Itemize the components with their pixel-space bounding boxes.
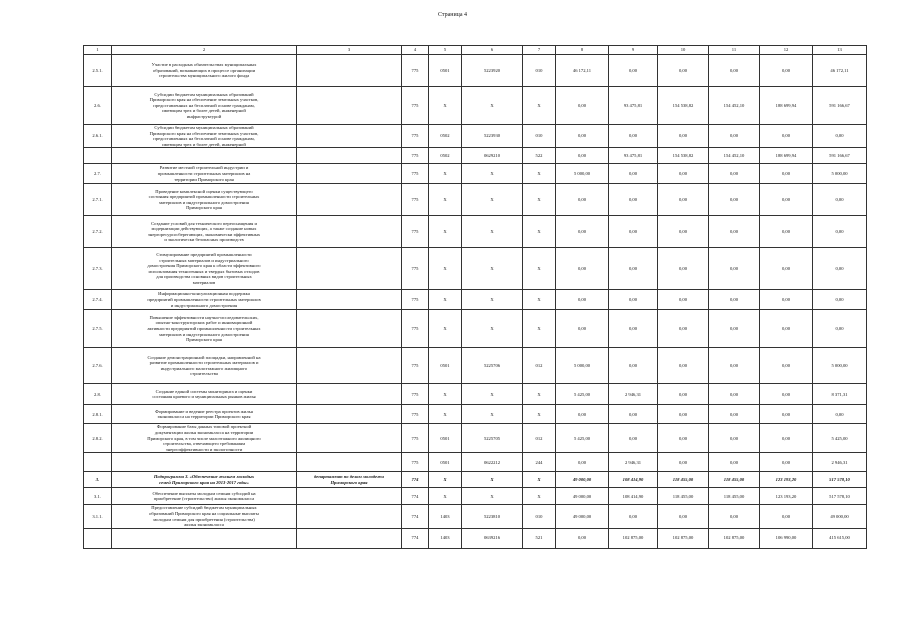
description-cell: Субсидии бюджетам муниципальных образований Приморского края на обеспечение земельных участков, предоставленных на бесплатной основе гражданам, имеющим трех и более детей, инженерной: [112, 125, 297, 148]
amount-2014-cell: 0,00: [609, 424, 658, 453]
grbs-code-cell: 775: [402, 148, 429, 164]
row-number-cell: [84, 148, 112, 164]
amount-2015-cell: 0,00: [658, 348, 709, 384]
grbs-code-cell: 774: [402, 488, 429, 505]
section-code-cell: X: [429, 87, 462, 125]
row-number-cell: 2.8.1.: [84, 405, 112, 424]
column-number: 7: [523, 46, 556, 55]
description-cell: [112, 148, 297, 164]
amount-2014-cell: 0,00: [609, 290, 658, 310]
expense-type-cell: X: [523, 384, 556, 405]
target-code-cell: 5223810: [462, 505, 523, 528]
amount-2013-cell: 0,00: [556, 248, 609, 290]
table-row: [84, 290, 867, 310]
row-number-cell: 2.6.1.: [84, 125, 112, 148]
expense-type-cell: 522: [523, 148, 556, 164]
amount-2015-cell: 154 538,82: [658, 148, 709, 164]
description-cell: Информационно-консультационная поддержка предприятий промышленности строительных материалов и индустриального домостроения: [112, 290, 297, 310]
amount-2016-cell: 0,00: [709, 505, 760, 528]
amount-2014-cell: 0,00: [609, 310, 658, 348]
amount-2014-cell: 0,00: [609, 55, 658, 87]
expense-type-cell: X: [523, 164, 556, 184]
amount-2016-cell: 154 452,10: [709, 87, 760, 125]
amount-2015-cell: 0,00: [658, 310, 709, 348]
amount-2016-cell: 0,00: [709, 125, 760, 148]
grbs-code-cell: 775: [402, 405, 429, 424]
section-code-cell: X: [429, 472, 462, 488]
amount-2017-cell: 0,00: [760, 505, 813, 528]
grbs-code-cell: 775: [402, 216, 429, 248]
amount-2015-cell: 0,00: [658, 216, 709, 248]
section-code-cell: 0501: [429, 55, 462, 87]
executor-cell: [297, 528, 402, 548]
amount-2015-cell: 0,00: [658, 424, 709, 453]
description-cell: Участие в расходных обязательствах муниципальных образований, возникающих в процессе организации строительства муниципального жилого фонда: [112, 55, 297, 87]
column-number: 1: [84, 46, 112, 55]
target-code-cell: 5225705: [462, 424, 523, 453]
grbs-code-cell: 775: [402, 310, 429, 348]
amount-2016-cell: 102 875,00: [709, 528, 760, 548]
amount-2017-cell: 0,00: [760, 164, 813, 184]
row-number-cell: 2.8.: [84, 384, 112, 405]
target-code-cell: X: [462, 488, 523, 505]
amount-2013-cell: 5 425,00: [556, 424, 609, 453]
column-number-row: [84, 46, 867, 55]
table-row: [84, 148, 867, 164]
table-row: [84, 453, 867, 472]
section-code-cell: X: [429, 216, 462, 248]
executor-cell: [297, 290, 402, 310]
executor-cell: [297, 405, 402, 424]
row-number-cell: 2.7.2.: [84, 216, 112, 248]
amount-total-cell: 0,00: [813, 248, 867, 290]
target-code-cell: 5223920: [462, 55, 523, 87]
column-number: 2: [112, 46, 297, 55]
amount-2016-cell: 118 455,00: [709, 488, 760, 505]
description-cell: Стимулирование предприятий промышленности строительных материалов и индустриального домостроения Приморского края к области эффективного использования техногенных и твердых бытовых отходов для производства основных видов строительных материалов: [112, 248, 297, 290]
amount-2017-cell: 0,00: [760, 310, 813, 348]
amount-2017-cell: 188 699,94: [760, 87, 813, 125]
description-cell: Подпрограмма 3. «Обеспечение жильем молодых семей Приморского края на 2013-2017 годы»: [112, 472, 297, 488]
amount-2014-cell: 2 946,31: [609, 453, 658, 472]
section-code-cell: 1403: [429, 505, 462, 528]
amount-2014-cell: 0,00: [609, 125, 658, 148]
row-number-cell: 3.1.1.: [84, 505, 112, 528]
description-cell: Создание единой системы мониторинга и оценки состояния краевого и муниципальных рынков жилья: [112, 384, 297, 405]
row-number-cell: 2.8.2.: [84, 424, 112, 453]
amount-2014-cell: 0,00: [609, 164, 658, 184]
amount-2016-cell: 0,00: [709, 248, 760, 290]
section-code-cell: 0502: [429, 125, 462, 148]
expense-type-cell: X: [523, 472, 556, 488]
section-code-cell: 0501: [429, 348, 462, 384]
table-row: [84, 184, 867, 216]
executor-cell: [297, 310, 402, 348]
amount-total-cell: 0,00: [813, 310, 867, 348]
row-number-cell: 2.5.1.: [84, 55, 112, 87]
amount-2015-cell: 0,00: [658, 55, 709, 87]
amount-2014-cell: 0,00: [609, 348, 658, 384]
expense-type-cell: X: [523, 290, 556, 310]
page-number-label: Страница 4: [437, 12, 468, 18]
table-row: [84, 405, 867, 424]
grbs-code-cell: 775: [402, 164, 429, 184]
row-number-cell: 2.7.3.: [84, 248, 112, 290]
section-code-cell: X: [429, 184, 462, 216]
target-code-cell: X: [462, 248, 523, 290]
amount-2013-cell: 0,00: [556, 310, 609, 348]
expense-type-cell: X: [523, 488, 556, 505]
table-row: [84, 55, 867, 87]
expense-type-cell: 012: [523, 348, 556, 384]
table-row: [84, 505, 867, 528]
grbs-code-cell: 774: [402, 472, 429, 488]
column-number: 12: [760, 46, 813, 55]
grbs-code-cell: 775: [402, 453, 429, 472]
amount-2015-cell: 118 455,00: [658, 488, 709, 505]
table-row: [84, 164, 867, 184]
amount-2014-cell: 108 414,90: [609, 488, 658, 505]
amount-2013-cell: 0,00: [556, 87, 609, 125]
amount-2016-cell: 0,00: [709, 164, 760, 184]
target-code-cell: 5225706: [462, 348, 523, 384]
amount-2016-cell: 0,00: [709, 384, 760, 405]
amount-2017-cell: 0,00: [760, 424, 813, 453]
section-code-cell: X: [429, 405, 462, 424]
amount-2015-cell: 0,00: [658, 505, 709, 528]
amount-2016-cell: 0,00: [709, 216, 760, 248]
amount-2015-cell: 102 875,00: [658, 528, 709, 548]
amount-2013-cell: 5 000,00: [556, 348, 609, 384]
amount-2015-cell: 0,00: [658, 384, 709, 405]
amount-total-cell: 591 166,67: [813, 87, 867, 125]
amount-2017-cell: 123 193,20: [760, 472, 813, 488]
amount-total-cell: 8 371,31: [813, 384, 867, 405]
row-number-cell: 2.7.5.: [84, 310, 112, 348]
budget-table: [83, 45, 867, 549]
table-row: [84, 488, 867, 505]
amount-total-cell: 591 166,67: [813, 148, 867, 164]
amount-2015-cell: 0,00: [658, 405, 709, 424]
grbs-code-cell: 775: [402, 87, 429, 125]
amount-2016-cell: 0,00: [709, 348, 760, 384]
column-number: 4: [402, 46, 429, 55]
target-code-cell: X: [462, 310, 523, 348]
column-number: 11: [709, 46, 760, 55]
amount-2016-cell: 0,00: [709, 453, 760, 472]
expense-type-cell: 010: [523, 125, 556, 148]
description-cell: Субсидии бюджетам муниципальных образований Приморского края на обеспечение земельных участков, предоставленных на бесплатной основе гражданам, имеющим трех и более детей, инженерной инфраструктурой: [112, 87, 297, 125]
description-cell: Обеспечение выплаты молодым семьям субсидий на приобретение (строительство) жилья экономкласса: [112, 488, 297, 505]
amount-2013-cell: 49 000,00: [556, 505, 609, 528]
amount-2014-cell: 0,00: [609, 505, 658, 528]
grbs-code-cell: 775: [402, 348, 429, 384]
table-row: [84, 384, 867, 405]
description-cell: Предоставление субсидий бюджетам муниципальных образований Приморского края на социальные выплаты молодым семьям для приобретения (строительства) жилья экономкласса: [112, 505, 297, 528]
executor-cell: [297, 87, 402, 125]
expense-type-cell: X: [523, 216, 556, 248]
amount-2016-cell: 154 452,10: [709, 148, 760, 164]
section-code-cell: X: [429, 290, 462, 310]
amount-2013-cell: 5 425,00: [556, 384, 609, 405]
grbs-code-cell: 775: [402, 424, 429, 453]
amount-2016-cell: 0,00: [709, 184, 760, 216]
row-number-cell: 2.7.4.: [84, 290, 112, 310]
executor-cell: департамент по делам молодежи Приморского края: [297, 472, 402, 488]
description-cell: Создание условий для технического переоснащения и модернизации действующих, а также создание новых энергоресурсосберегающих, экономически эффективных и экологически безопасных производств: [112, 216, 297, 248]
target-code-cell: X: [462, 216, 523, 248]
amount-2014-cell: 0,00: [609, 405, 658, 424]
row-number-cell: 2.6.: [84, 87, 112, 125]
amount-2017-cell: 0,00: [760, 348, 813, 384]
column-number: 3: [297, 46, 402, 55]
amount-2014-cell: 0,00: [609, 248, 658, 290]
description-cell: Создание демонстрационной площадки, направленной на развитие промышленности строительных материалов и индустриального малоэтажного жилищного строительства: [112, 348, 297, 384]
amount-2014-cell: 93 475,81: [609, 148, 658, 164]
grbs-code-cell: 774: [402, 505, 429, 528]
target-code-cell: X: [462, 405, 523, 424]
section-code-cell: X: [429, 248, 462, 290]
grbs-code-cell: 774: [402, 528, 429, 548]
amount-2015-cell: 0,00: [658, 184, 709, 216]
grbs-code-cell: 775: [402, 290, 429, 310]
amount-2013-cell: 0,00: [556, 148, 609, 164]
executor-cell: [297, 184, 402, 216]
amount-total-cell: 517 578,10: [813, 488, 867, 505]
amount-2016-cell: 0,00: [709, 55, 760, 87]
amount-2014-cell: 2 946,31: [609, 384, 658, 405]
target-code-cell: X: [462, 87, 523, 125]
amount-2013-cell: 0,00: [556, 453, 609, 472]
grbs-code-cell: 775: [402, 55, 429, 87]
amount-2013-cell: 5 000,00: [556, 164, 609, 184]
description-cell: Проведение комплексной оценки существующего состояния предприятий промышленности строительных материалов и индустриального домостроения Приморского края: [112, 184, 297, 216]
row-number-cell: 3.: [84, 472, 112, 488]
amount-2017-cell: 0,00: [760, 216, 813, 248]
target-code-cell: 5223930: [462, 125, 523, 148]
amount-2016-cell: 118 455,00: [709, 472, 760, 488]
target-code-cell: X: [462, 472, 523, 488]
table-row: [84, 310, 867, 348]
executor-cell: [297, 248, 402, 290]
column-number: 10: [658, 46, 709, 55]
row-number-cell: 2.7.6.: [84, 348, 112, 384]
table-row: [84, 125, 867, 148]
grbs-code-cell: 775: [402, 125, 429, 148]
expense-type-cell: 521: [523, 528, 556, 548]
amount-2017-cell: 0,00: [760, 55, 813, 87]
column-number: 13: [813, 46, 867, 55]
amount-2017-cell: 0,00: [760, 405, 813, 424]
section-code-cell: 0501: [429, 424, 462, 453]
grbs-code-cell: 775: [402, 384, 429, 405]
section-code-cell: X: [429, 310, 462, 348]
amount-2017-cell: 188 699,94: [760, 148, 813, 164]
executor-cell: [297, 488, 402, 505]
target-code-cell: X: [462, 164, 523, 184]
executor-cell: [297, 453, 402, 472]
section-code-cell: X: [429, 488, 462, 505]
amount-total-cell: 415 615,00: [813, 528, 867, 548]
expense-type-cell: 010: [523, 55, 556, 87]
amount-total-cell: 5 425,00: [813, 424, 867, 453]
amount-2014-cell: 0,00: [609, 184, 658, 216]
amount-total-cell: 0,00: [813, 184, 867, 216]
column-number: 6: [462, 46, 523, 55]
grbs-code-cell: 775: [402, 184, 429, 216]
amount-2015-cell: 0,00: [658, 290, 709, 310]
description-cell: [112, 453, 297, 472]
amount-total-cell: 5 000,00: [813, 348, 867, 384]
amount-2016-cell: 0,00: [709, 290, 760, 310]
amount-total-cell: 2 946,31: [813, 453, 867, 472]
section-code-cell: X: [429, 384, 462, 405]
row-number-cell: 3.1.: [84, 488, 112, 505]
expense-type-cell: X: [523, 184, 556, 216]
amount-total-cell: 0,00: [813, 125, 867, 148]
target-code-cell: 0639216: [462, 528, 523, 548]
executor-cell: [297, 55, 402, 87]
column-number: 5: [429, 46, 462, 55]
grbs-code-cell: 775: [402, 248, 429, 290]
description-cell: Повышение эффективности научно-исследовательских, опытно-конструкторских работ и инновационной активности предприятий промышленности строительных материалов и индустриального домостроения Приморского края: [112, 310, 297, 348]
expense-type-cell: 010: [523, 505, 556, 528]
amount-2015-cell: 0,00: [658, 164, 709, 184]
amount-2013-cell: 0,00: [556, 290, 609, 310]
row-number-cell: 2.7.: [84, 164, 112, 184]
target-code-cell: X: [462, 290, 523, 310]
amount-2015-cell: 0,00: [658, 453, 709, 472]
target-code-cell: X: [462, 184, 523, 216]
table-row: [84, 248, 867, 290]
executor-cell: [297, 164, 402, 184]
amount-2017-cell: 0,00: [760, 125, 813, 148]
expense-type-cell: 012: [523, 424, 556, 453]
amount-total-cell: 5 000,00: [813, 164, 867, 184]
expense-type-cell: X: [523, 87, 556, 125]
section-code-cell: 1403: [429, 528, 462, 548]
amount-2015-cell: 0,00: [658, 125, 709, 148]
amount-2013-cell: 0,00: [556, 405, 609, 424]
executor-cell: [297, 505, 402, 528]
amount-2013-cell: 49 000,00: [556, 488, 609, 505]
row-number-cell: 2.7.1.: [84, 184, 112, 216]
executor-cell: [297, 216, 402, 248]
table-row: [84, 472, 867, 488]
amount-2014-cell: 93 475,81: [609, 87, 658, 125]
table-row: [84, 348, 867, 384]
expense-type-cell: X: [523, 310, 556, 348]
amount-2013-cell: 46 172,11: [556, 55, 609, 87]
target-code-cell: 0622212: [462, 453, 523, 472]
amount-total-cell: 0,00: [813, 216, 867, 248]
amount-2013-cell: 49 000,00: [556, 472, 609, 488]
row-number-cell: [84, 453, 112, 472]
amount-2016-cell: 0,00: [709, 405, 760, 424]
amount-2014-cell: 102 875,00: [609, 528, 658, 548]
expense-type-cell: X: [523, 248, 556, 290]
amount-2015-cell: 0,00: [658, 248, 709, 290]
amount-2013-cell: 0,00: [556, 216, 609, 248]
amount-total-cell: 0,00: [813, 290, 867, 310]
section-code-cell: X: [429, 164, 462, 184]
amount-2017-cell: 106 990,00: [760, 528, 813, 548]
table-row: [84, 528, 867, 548]
amount-2016-cell: 0,00: [709, 310, 760, 348]
executor-cell: [297, 125, 402, 148]
row-number-cell: [84, 528, 112, 548]
amount-2017-cell: 0,00: [760, 184, 813, 216]
amount-2014-cell: 0,00: [609, 216, 658, 248]
table-row: [84, 424, 867, 453]
expense-type-cell: X: [523, 405, 556, 424]
amount-2017-cell: 123 193,20: [760, 488, 813, 505]
amount-2017-cell: 0,00: [760, 453, 813, 472]
amount-2015-cell: 118 455,00: [658, 472, 709, 488]
amount-2015-cell: 154 538,82: [658, 87, 709, 125]
amount-2017-cell: 0,00: [760, 384, 813, 405]
amount-2014-cell: 108 414,90: [609, 472, 658, 488]
amount-2017-cell: 0,00: [760, 248, 813, 290]
table-row: [84, 87, 867, 125]
amount-2013-cell: 0,00: [556, 184, 609, 216]
section-code-cell: 0502: [429, 148, 462, 164]
column-number: 8: [556, 46, 609, 55]
executor-cell: [297, 424, 402, 453]
amount-total-cell: 0,00: [813, 405, 867, 424]
amount-2017-cell: 0,00: [760, 290, 813, 310]
target-code-cell: 0629210: [462, 148, 523, 164]
executor-cell: [297, 148, 402, 164]
description-cell: Формирование базы данных типовой проектной документации жилья экономкласса на территории Приморского края, в том числе малоэтажного жилищного строительства, отвечающего требованиям энергоэффективности и экологичности: [112, 424, 297, 453]
amount-2016-cell: 0,00: [709, 424, 760, 453]
expense-type-cell: 244: [523, 453, 556, 472]
executor-cell: [297, 348, 402, 384]
executor-cell: [297, 384, 402, 405]
target-code-cell: X: [462, 384, 523, 405]
table-row: [84, 216, 867, 248]
description-cell: [112, 528, 297, 548]
section-code-cell: 0501: [429, 453, 462, 472]
description-cell: Развитие местной строительной индустрии и промышленности строительных материалов на территории Приморского края: [112, 164, 297, 184]
amount-total-cell: 46 172,11: [813, 55, 867, 87]
amount-total-cell: 49 000,00: [813, 505, 867, 528]
column-number: 9: [609, 46, 658, 55]
amount-2013-cell: 0,00: [556, 125, 609, 148]
description-cell: Формирование и ведение реестра проектов жилья экономкласса на территории Приморского края: [112, 405, 297, 424]
amount-total-cell: 517 578,10: [813, 472, 867, 488]
amount-2013-cell: 0,00: [556, 528, 609, 548]
